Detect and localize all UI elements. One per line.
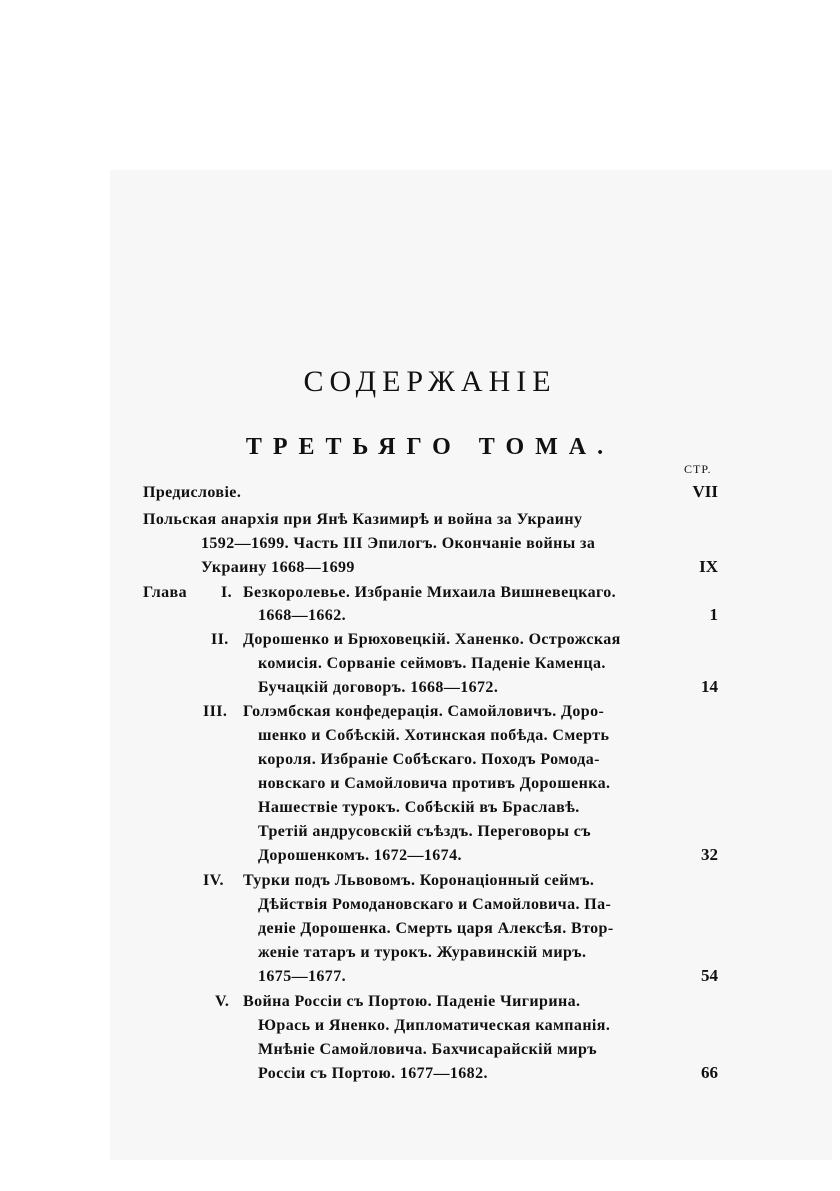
toc-chapter-line: Дорошенкомъ. 1672—1674. (258, 847, 462, 864)
toc-chapter-line: короля. Избраніе Собѣскаго. Походъ Ромода- (258, 751, 600, 768)
toc-chapter-line: Мнѣніе Самойловича. Бахчисарайскій миръ (258, 1041, 597, 1058)
toc-preface-page: VII (692, 482, 718, 501)
toc-chapter-line: Третій андрусовскій съѣздъ. Переговоры съ (258, 823, 591, 840)
toc-intro-line: Польская анархія при Янѣ Казимирѣ и война за Украину (143, 511, 583, 528)
toc-chapter-line: Безкоролевье. Избраніе Михаила Вишневецкаго. (243, 584, 617, 601)
toc-chapter-line: Голэмбская конфедерація. Самойловичъ. Доро- (243, 703, 605, 720)
page-title: СОДЕРЖАНІЕ (303, 365, 557, 398)
toc-chapter-word: Глава (143, 584, 187, 601)
toc-chapter-line: 1675—1677. (258, 968, 346, 985)
toc-intro-line: 1592—1699. Часть III Эпилогъ. Окончаніе войны за (201, 535, 596, 552)
toc-chapter-numeral: I. (221, 584, 233, 601)
toc-chapter-line: Бучацкій договоръ. 1668—1672. (258, 679, 499, 696)
toc-chapter-line: 1668—1662. (258, 607, 346, 624)
toc-intro-page: IX (699, 557, 718, 576)
toc-chapter-line: Дорошенко и Брюховецкій. Ханенко. Острожская (243, 631, 621, 648)
toc-intro-line: Украину 1668—1699 (201, 559, 355, 576)
toc-chapter-line: деніе Дорошенка. Смерть царя Алексѣя. Втор- (258, 920, 614, 937)
toc-chapter-line: комисія. Сорваніе сеймовъ. Паденіе Каменца. (258, 655, 606, 672)
toc-chapter-line: Нашествіе турокъ. Собѣскій въ Браславѣ. (258, 799, 580, 816)
toc-chapter-line: женіе татаръ и турокъ. Журавинскій миръ. (258, 944, 587, 961)
toc-chapter-page: 1 (709, 605, 718, 624)
toc-chapter-line: шенко и Собѣскій. Хотинская побѣда. Смерть (258, 727, 610, 744)
toc-chapter-line: Дѣйствія Ромодановскаго и Самойловича. Па- (258, 896, 612, 913)
toc-chapter-numeral: III. (203, 703, 228, 720)
toc-chapter-line: Юрась и Яненко. Дипломатическая кампанія. (258, 1017, 611, 1034)
toc-chapter-page: 54 (701, 966, 718, 985)
toc-chapter-line: новскаго и Самойловича противъ Дорошенка. (258, 775, 611, 792)
page-column-label: СТР. (684, 462, 712, 476)
toc-chapter-numeral: V. (215, 993, 230, 1010)
toc-chapter-numeral: II. (211, 631, 229, 648)
toc-chapter-page: 32 (701, 845, 718, 864)
toc-chapter-line: Турки подъ Львовомъ. Коронаціонный сеймъ. (243, 872, 595, 889)
toc-chapter-line: Война Россіи съ Портою. Паденіе Чигирина. (243, 993, 581, 1010)
page-subtitle: ТРЕТЬЯГО ТОМА. (245, 434, 615, 460)
toc-chapter-numeral: IV. (203, 872, 224, 889)
toc-chapter-page: 14 (701, 677, 718, 696)
toc-chapter-line: Россіи съ Портою. 1677—1682. (258, 1065, 488, 1082)
toc-chapter-page: 66 (701, 1063, 718, 1082)
toc-preface-title: Предисловіе. (143, 484, 242, 501)
